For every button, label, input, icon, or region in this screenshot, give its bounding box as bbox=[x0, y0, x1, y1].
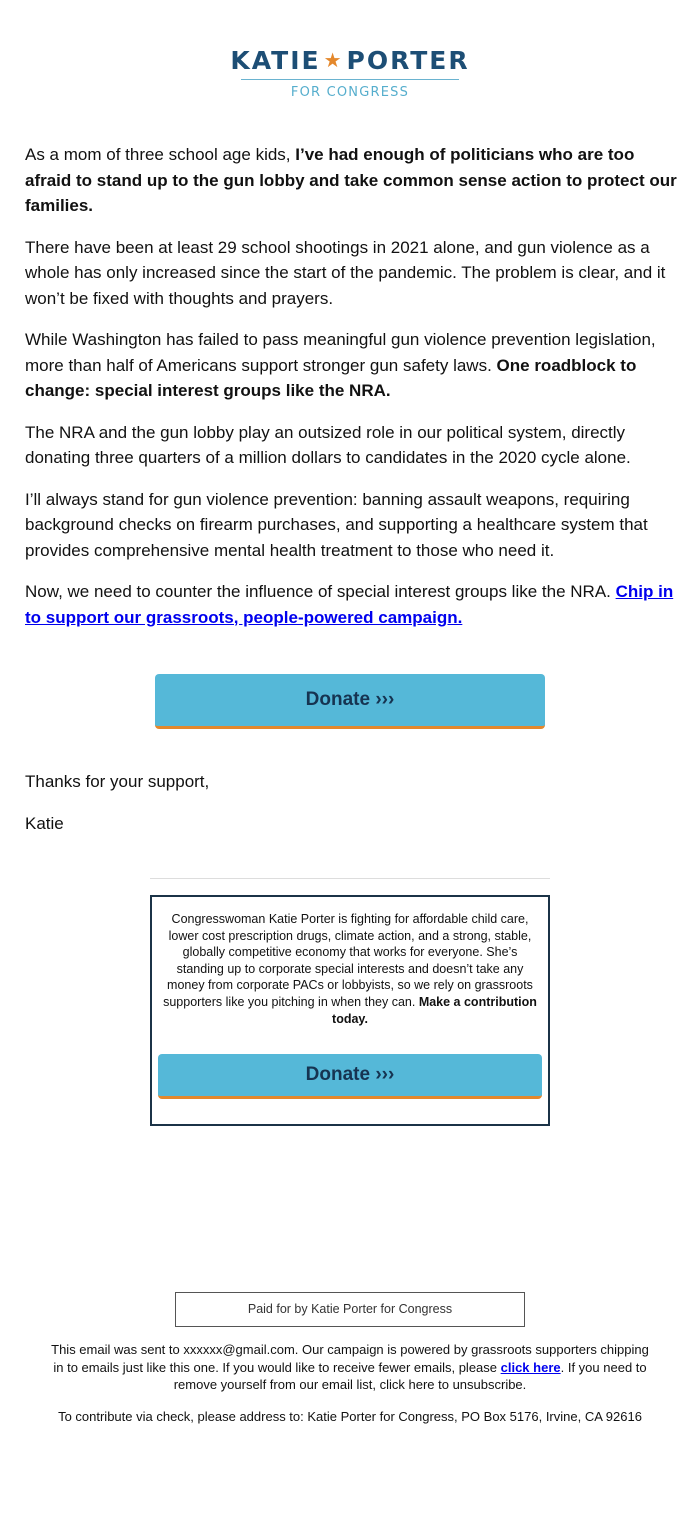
contribution-text bbox=[158, 911, 542, 1027]
contribution-call-to-action: Make a contribution today. bbox=[332, 994, 537, 1026]
email-footer bbox=[50, 1341, 650, 1439]
paragraph-5: I’ll always stand for gun violence prevention: banning assault weapons, requiring background checks on firearm purchases, and supporting a healthcare system that provides comprehensive mental health treatment to those who need it. bbox=[25, 489, 648, 560]
logo-divider bbox=[241, 79, 459, 80]
paragraph-3-emphasis: One roadblock to change: special interest groups like the NRA. bbox=[25, 355, 637, 400]
paragraph-3-text: While Washington has failed to pass meaningful gun violence prevention legislation, more than half of Americans support stronger gun safety laws. bbox=[25, 330, 656, 375]
contribution-body: Congresswoman Katie Porter is fighting for affordable child care, lower cost prescription drugs, climate action, and a strong, stable, globally competitive economy that works for everyone. She’s standing up to corporate special interests and doesn’t take any money from corporate PACs or lobbyists, so we rely on grassroots supporters like you pitching in when they can. bbox=[163, 912, 533, 1009]
paragraph-1-emphasis: I’ve had enough of politicians who are too afraid to stand up to the gun lobby and take common sense action to protect our families. bbox=[25, 145, 677, 215]
paragraph-2: There have been at least 29 school shootings in 2021 alone, and gun violence as a whole has only increased since the start of the pandemic. The problem is clear, and it won’t be fixed with thoughts and prayers. bbox=[25, 237, 666, 308]
section-divider bbox=[150, 878, 550, 879]
star-icon: ★ bbox=[323, 48, 344, 72]
footer-notice-end: . If you need to remove yourself from our email list, click here to unsubscribe. bbox=[173, 1359, 647, 1392]
donate-button[interactable]: Donate ››› bbox=[155, 674, 545, 729]
contribution-box bbox=[150, 895, 550, 1126]
chip-in-link[interactable]: Chip in to support our grassroots, people-powered campaign. bbox=[25, 582, 674, 627]
paragraph-6-text: Now, we need to counter the influence of special interest groups like the NRA. bbox=[25, 582, 616, 601]
footer-notice-text: This email was sent to xxxxxx@gmail.com. Our campaign is powered by grassroots supporters chipping in to emails just like this one. If you would like to receive fewer emails, please bbox=[51, 1342, 649, 1375]
signature-name: Katie bbox=[25, 814, 64, 833]
campaign-logo bbox=[0, 46, 700, 100]
footer-notice bbox=[50, 1341, 650, 1394]
logo-subtitle: FOR CONGRESS bbox=[290, 85, 410, 100]
email-body bbox=[25, 142, 680, 646]
fewer-emails-link[interactable]: click here bbox=[500, 1359, 561, 1375]
paid-for-disclaimer: Paid for by Katie Porter for Congress bbox=[175, 1292, 525, 1327]
paragraph-6 bbox=[25, 579, 680, 630]
logo-last-name: PORTER bbox=[346, 46, 470, 75]
logo-first-name: KATIE bbox=[230, 46, 321, 75]
contribution-donate-button[interactable]: Donate ››› bbox=[158, 1054, 542, 1099]
paragraph-1-text: As a mom of three school age kids, bbox=[25, 145, 296, 164]
logo-wordmark bbox=[0, 46, 700, 77]
paragraph-4: The NRA and the gun lobby play an outsized role in our political system, directly donating three quarters of a million dollars to candidates in the 2020 cycle alone. bbox=[25, 422, 631, 467]
paragraph-1 bbox=[25, 142, 680, 219]
thanks-text: Thanks for your support, bbox=[25, 772, 210, 791]
mailing-address: To contribute via check, please address to: Katie Porter for Congress, PO Box 5176, Irvine, CA 92616 bbox=[58, 1408, 642, 1424]
paragraph-3 bbox=[25, 327, 680, 404]
